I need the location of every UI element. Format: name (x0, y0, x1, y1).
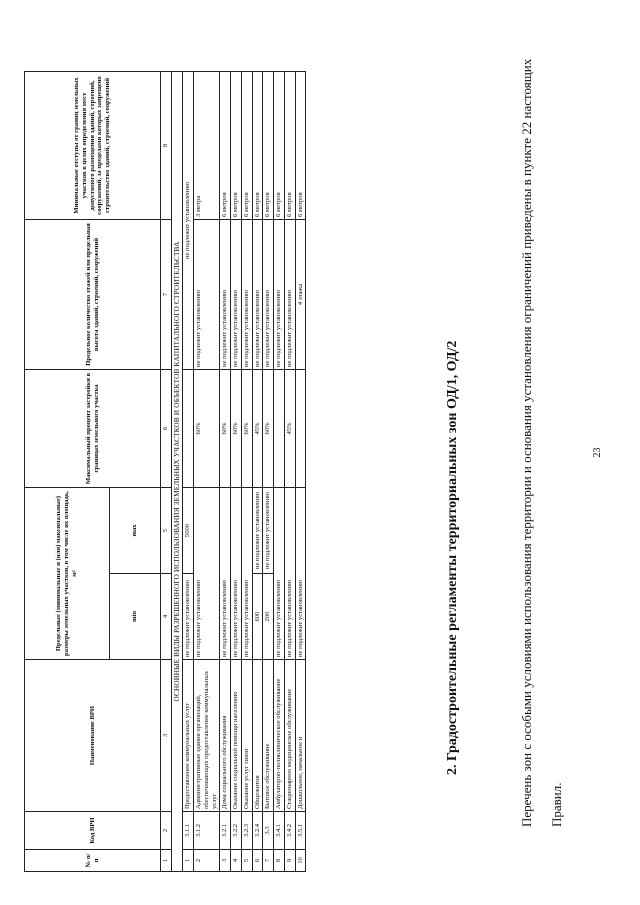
section-title: 2. Градостроительные регламенты территориальных зон ОД/1, ОД/2 (445, 340, 460, 775)
header-min: min (110, 574, 161, 660)
cell-setback: 6 метров (263, 72, 274, 220)
cell-setback: 6 метров (241, 72, 252, 220)
cell-name: Оказание услуг связи (241, 660, 252, 812)
cell-name: Предоставление коммунальных услуг (183, 660, 194, 812)
cell-percent: 60% (231, 370, 242, 488)
cell-code: 3.4.1 (274, 812, 285, 850)
cell-code: 3.2.2 (231, 812, 242, 850)
cell-max: не подлежит установлению (263, 488, 274, 574)
column-index: 6 (161, 370, 172, 488)
cell-code: 3.2.1 (220, 812, 231, 850)
cell-name: Амбулаторно-поликлиническое обслуживание (274, 660, 285, 812)
column-index: 2 (161, 812, 172, 850)
table-row (295, 72, 306, 872)
cell-num: 1 (183, 850, 194, 872)
table-row (284, 72, 295, 872)
column-index: 7 (161, 220, 172, 370)
cell-num: 5 (241, 850, 252, 872)
cell-name: Бытовое обслуживание (263, 660, 274, 812)
cell-min-max: не подлежит установлению (220, 488, 231, 660)
cell-min-max: не подлежит установлению (295, 488, 306, 660)
intro-paragraph: Перечень зон с особыми условиями использования территории и основания установления ограничений приведены в пункте 22 настоящих Правил. (519, 58, 564, 827)
cell-num: 2 (194, 850, 220, 872)
cell-min-max: не подлежит установлению (284, 488, 295, 660)
cell-floors: 4 этажа (295, 220, 306, 370)
header-plot-size: Предельные (минимальные и (или) максимальные) размеры земельных участков, в том числе их площадь, м² (25, 488, 110, 660)
cell-percent: 45% (252, 370, 263, 488)
cell-max: не подлежит установлению (252, 488, 263, 574)
cell-name: Общежития (252, 660, 263, 812)
cell-code: 3.5.1 (295, 812, 306, 850)
section-header: ОСНОВНЫЕ ВИДЫ РАЗРЕШЕННОГО ИСПОЛЬЗОВАНИЯ ЗЕМЕЛЬНЫХ УЧАСТКОВ И ОБЪЕКТОВ КАПИТАЛЬНОГО СТРОИТЕЛЬСТВА (171, 72, 182, 872)
column-index: 5 (161, 488, 172, 574)
regulations-table (24, 71, 306, 872)
header-num: № п/п (25, 850, 161, 872)
cell-percent: 60% (194, 370, 220, 488)
cell-num: 6 (252, 850, 263, 872)
cell-num: 10 (295, 850, 306, 872)
table-row (194, 72, 220, 872)
header-floors: Предельное количество этажей или предельная высота зданий, строений, сооружений (25, 220, 161, 370)
column-index: 3 (161, 660, 172, 812)
cell-name: Оказание социальной помощи населению (231, 660, 242, 812)
column-index: 1 (161, 850, 172, 872)
header-setback: Минимальные отступы от границ земельных участков в целях определения мест допустимого размещения зданий, строений, сооружений, за пределами которых запрещено строительство зданий, строений, сооружений (25, 72, 161, 220)
cell-percent (183, 370, 194, 488)
cell-min: 600 (252, 574, 263, 660)
cell-name: Стационарное медицинское обслуживание (284, 660, 295, 812)
header-max: max (110, 488, 161, 574)
cell-name: Административные здания организаций, обеспечивающих предоставление коммунальных услуг (194, 660, 220, 812)
section-header-row (171, 72, 182, 872)
cell-floors: не подлежит установлению (284, 220, 295, 370)
cell-floors: не подлежит установлению (183, 72, 194, 370)
cell-floors: не подлежит установлению (231, 220, 242, 370)
cell-floors: не подлежит установлению (263, 220, 274, 370)
cell-setback: 6 метров (274, 72, 285, 220)
cell-percent (295, 370, 306, 488)
cell-setback: 6 метров (231, 72, 242, 220)
column-index: 8 (161, 72, 172, 220)
page-number: 23 (592, 447, 603, 458)
cell-name: Дошкольное, начальное и (295, 660, 306, 812)
cell-name: Дома социального обслуживания (220, 660, 231, 812)
cell-percent: 60% (220, 370, 231, 488)
cell-num: 4 (231, 850, 242, 872)
cell-setback: 6 метров (295, 72, 306, 220)
cell-num: 8 (274, 850, 285, 872)
column-index-row (161, 72, 172, 872)
cell-num: 7 (263, 850, 274, 872)
table-row (252, 72, 263, 872)
cell-setback: 3 метра (194, 72, 220, 220)
cell-percent: 60% (241, 370, 252, 488)
table-row (231, 72, 242, 872)
table-row (263, 72, 274, 872)
cell-floors: не подлежит установлению (274, 220, 285, 370)
column-index: 4 (161, 574, 172, 660)
cell-min-max: не подлежит установлению (241, 488, 252, 660)
header-code: Код ВРИ (25, 812, 161, 850)
header-percent: Максимальный процент застройки в границах земельного участка (25, 370, 161, 488)
table-row (220, 72, 231, 872)
cell-min-max: не подлежит установлению (231, 488, 242, 660)
cell-percent: 45% (284, 370, 295, 488)
cell-code: 3.2.3 (241, 812, 252, 850)
cell-percent (274, 370, 285, 488)
cell-floors: не подлежит установлению (220, 220, 231, 370)
cell-min-max: не подлежит установлению (274, 488, 285, 660)
cell-code: 3.1.1 (183, 812, 194, 850)
cell-code: 3.1.2 (194, 812, 220, 850)
cell-code: 3.4.2 (284, 812, 295, 850)
table-row (274, 72, 285, 872)
header-name: Наименование ВРИ (25, 660, 161, 812)
table-row (183, 72, 194, 872)
cell-min: 200 (263, 574, 274, 660)
cell-percent: 60% (263, 370, 274, 488)
cell-max: 5000 (183, 488, 194, 574)
cell-min: не подлежит установлению (183, 574, 194, 660)
table-row (241, 72, 252, 872)
cell-min-max: не подлежит установлению (194, 488, 220, 660)
cell-setback: 6 метров (284, 72, 295, 220)
cell-floors: не подлежит установлению (252, 220, 263, 370)
cell-setback: 6 метров (220, 72, 231, 220)
cell-num: 9 (284, 850, 295, 872)
cell-code: 3.2.4 (252, 812, 263, 850)
table-header-row (25, 72, 110, 872)
cell-floors: не подлежит установлению (194, 220, 220, 370)
cell-code: 3.3 (263, 812, 274, 850)
cell-num: 3 (220, 850, 231, 872)
cell-setback: 6 метров (252, 72, 263, 220)
cell-floors: не подлежит установлению (241, 220, 252, 370)
